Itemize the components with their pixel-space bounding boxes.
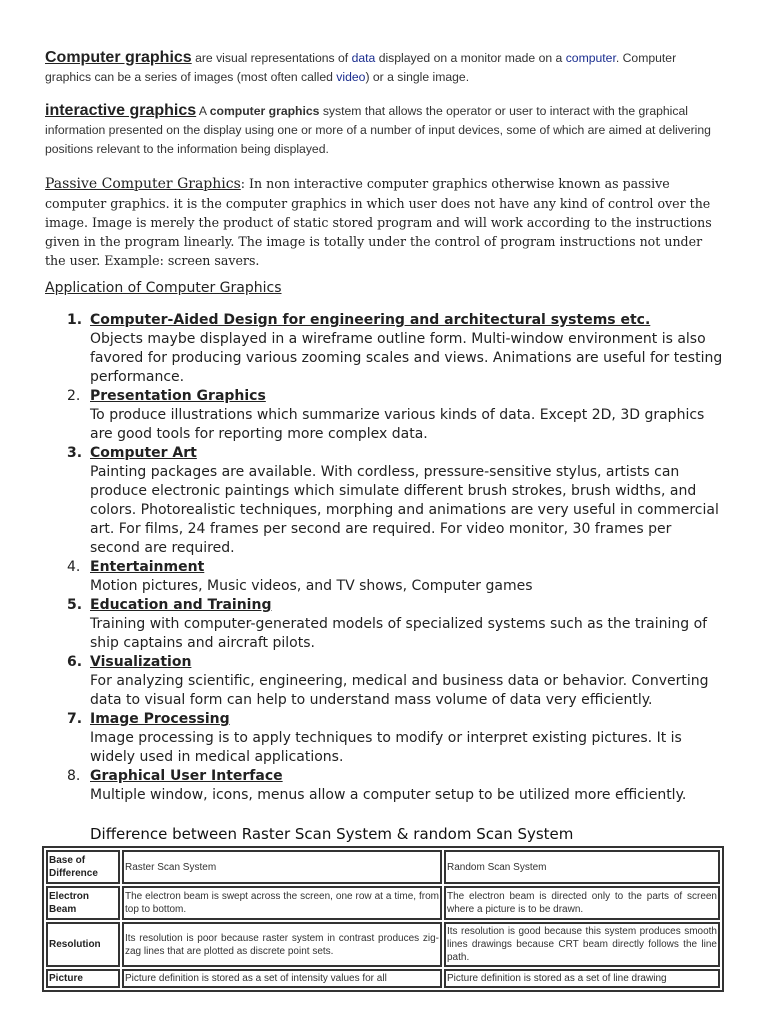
item-description: Motion pictures, Music videos, and TV shows, Computer games: [90, 578, 533, 594]
interactive-text-2: system that allows the operator or user to interact with the graphical information presented on the display using one or more of a number of input devices, some of which are aimed at delivering positions relevant to the information being displayed.: [45, 104, 711, 157]
list-item: [45, 387, 725, 444]
interactive-graphics-heading: interactive graphics: [45, 102, 197, 119]
computer-graphics-heading: Computer graphics: [45, 49, 192, 66]
computer-link[interactable]: computer: [565, 51, 616, 65]
passive-graphics-heading: Passive Computer Graphics: [45, 176, 241, 192]
item-description: Painting packages are available. With cordless, pressure-sensitive stylus, artists can produce electronic paintings which simulate different brush strokes, brush widths, and colors. Photorealistic techniques, morphing and animations are very useful in commercial art. For films, 24 frames per second are required. For video monitor, 30 frames per second are required.: [90, 464, 719, 556]
intro-text-2: displayed on a monitor made on a: [375, 51, 566, 65]
difference-heading: Difference between Raster Scan System & random Scan System: [90, 825, 574, 843]
list-item: [45, 596, 725, 653]
passive-body: In non interactive computer graphics otherwise known as passive computer graphics. it is the computer graphics in which user does not have any kind of control over the image. Image is merely the product of static stored program and will work according to the instructions given in the program linearly. The image is totally under the control of program instructions not under the user. Example: screen savers.: [45, 176, 712, 268]
item-title: Computer-Aided Design for engineering and architectural systems etc.: [90, 312, 651, 328]
table-cell: Electron Beam: [46, 886, 120, 920]
passive-colon: :: [240, 176, 246, 191]
item-title: Computer Art: [90, 445, 197, 461]
video-link[interactable]: video: [336, 70, 366, 84]
item-number: 3.: [67, 445, 83, 461]
intro-text-3: . Computer graphics can be a series of images (most often called: [45, 51, 677, 84]
table-cell: Picture definition is stored as a set of intensity values for all: [122, 969, 442, 988]
list-item: [45, 653, 725, 710]
table-header-cell: Random Scan System: [444, 850, 720, 884]
item-title: Presentation Graphics: [90, 388, 266, 404]
item-number: 7.: [67, 711, 83, 727]
item-title: Visualization: [90, 654, 192, 670]
table-cell: Picture definition is stored as a set of line drawing: [444, 969, 720, 988]
passive-paragraph: [45, 174, 725, 270]
item-number: 2.: [67, 388, 81, 404]
item-title: Entertainment: [90, 559, 205, 575]
list-item: [45, 558, 725, 596]
item-description: Training with computer-generated models of specialized systems such as the training of ship captains and aircraft pilots.: [90, 616, 708, 651]
interactive-bold-term: computer graphics: [209, 104, 320, 118]
item-number: 4.: [67, 559, 81, 575]
item-description: Objects maybe displayed in a wireframe outline form. Multi-window environment is also favored for producing various zooming scales and views. Animations are useful for testing performance.: [90, 331, 723, 385]
table-row: [46, 922, 720, 967]
table-cell: Its resolution is good because this system produces smooth lines drawings because CRT beam directly follows the line path.: [444, 922, 720, 967]
difference-table: [42, 846, 724, 992]
item-number: 5.: [67, 597, 83, 613]
table-cell: Picture: [46, 969, 120, 988]
table-cell: The electron beam is swept across the screen, one row at a time, from top to bottom.: [122, 886, 442, 920]
item-description: For analyzing scientific, engineering, medical and business data or behavior. Converting data to visual form can help to understand mass volume of data very efficiently.: [90, 673, 709, 708]
item-number: 8.: [67, 768, 81, 784]
table-cell: Resolution: [46, 922, 120, 967]
list-item: [45, 311, 725, 387]
intro-paragraph: [45, 48, 725, 87]
intro-text-1: are visual representations of: [191, 51, 352, 65]
table-cell: The electron beam is directed only to the parts of screen where a picture is to be drawn.: [444, 886, 720, 920]
item-description: Image processing is to apply techniques to modify or interpret existing pictures. It is widely used in medical applications.: [90, 730, 682, 765]
data-link[interactable]: data: [351, 51, 376, 65]
table-header-row: [46, 850, 720, 884]
applications-heading: Application of Computer Graphics: [45, 280, 282, 296]
interactive-paragraph: [45, 101, 725, 160]
interactive-text-1: A: [196, 104, 210, 118]
list-item: [45, 767, 725, 805]
list-item: [45, 444, 725, 558]
item-title: Image Processing: [90, 711, 230, 727]
table-cell: Its resolution is poor because raster system in contrast produces zig-zag lines that are plotted as discrete point sets.: [122, 922, 442, 967]
item-description: To produce illustrations which summarize various kinds of data. Except 2D, 3D graphics are good tools for reporting more complex data.: [90, 407, 705, 442]
item-title: Education and Training: [90, 597, 272, 613]
list-item: [45, 710, 725, 767]
intro-text-4: ) or a single image.: [365, 70, 470, 84]
table-header-cell: Raster Scan System: [122, 850, 442, 884]
table-row: [46, 886, 720, 920]
item-description: Multiple window, icons, menus allow a computer setup to be utilized more efficiently.: [90, 787, 687, 803]
table-row: [46, 969, 720, 988]
table-header-cell: Base of Difference: [46, 850, 120, 884]
applications-list: [45, 311, 725, 805]
item-number: 1.: [67, 312, 83, 328]
item-title: Graphical User Interface: [90, 768, 283, 784]
item-number: 6.: [67, 654, 83, 670]
